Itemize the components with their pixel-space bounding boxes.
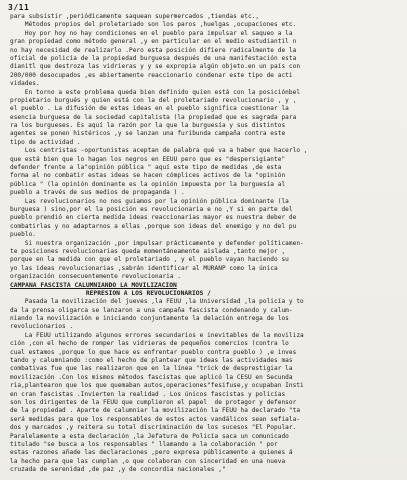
- text-line: Paralelamente a esta declaración ,la Jefatura de Policía saca un comunicado: [10, 432, 289, 440]
- text-line: agentes se ponen histéricos ,y se lanzan una furibunda campaña contra este: [10, 130, 286, 138]
- text-line: 200/000 desocupados ,es abiertamente reaccionario condenar este tipo de acti: [10, 71, 293, 79]
- text-line: Hoy por hoy no hay condiciones en el pueblo para impulsar el saqueo a la: [10, 29, 293, 37]
- text-line: no hay necesidad de realizarlo .Pero esta posición difiere radicalmente de la: [10, 46, 297, 54]
- text-line: forma al no combatir estas ideas se hacen cómplices activos de la "opinión: [10, 172, 286, 180]
- text-line: gran propiedad como método general ,y en particular en el medio estudiantil n: [10, 38, 297, 46]
- text-line: Si nuestra organización ,por impulsar prácticamente y defender políticamen-: [10, 239, 304, 247]
- text-line: dos y marcados ,y reitera su total discriminación de los sucesos "El Popular.: [10, 424, 297, 432]
- text-line: estas razones añade las declaraciones ,pero expresa públicamente a quienes á: [10, 449, 293, 457]
- text-line: Pasada la movilización del jueves ,la FEUU ,la Universidad ,la policía y to: [10, 298, 304, 306]
- text-line: niando la movilización e iniciando conjuntamente la delación entrega de los: [10, 315, 289, 323]
- text-line: da la prensa oligarca se lanzaron a una campaña fascista condenando y calum-: [10, 306, 293, 314]
- text-line: porque en la medida con que el proletariado , y el pueblo vayan haciendo su: [10, 256, 289, 264]
- text-line: te posiciones revolucionarias queda momentáneamente aislada ,tanto mejor ,: [10, 247, 286, 255]
- text-line: el pueblo . La difusión de estas ideas en el pueblo significa cuestionar la: [10, 105, 289, 113]
- text-line: pueblo a través de sus medios de propaganda ) .: [10, 189, 185, 197]
- text-line: ción ,con el hecho de romper las vidrieras de pequeños comercios (contra lo: [10, 340, 289, 348]
- text-line: cual estamos ,porque lo que hace es enfrentar pueblo contra pueblo ) ,e inves: [10, 348, 297, 356]
- text-line: que está bien que lo hagan los negros en EEUU pero que es "despersigiante": [10, 155, 286, 163]
- text-line: vidades.: [10, 80, 40, 88]
- text-line: titulado "se busca a los responsables " llamando a la colaboración " por: [10, 440, 278, 448]
- text-line: oficial de policía de la propiedad burguesa después de una manifestación esta: [10, 54, 297, 62]
- text-line: pueblo prendió en cierta medida ideas reaccionarias mayor es nuestra deber de: [10, 214, 297, 222]
- section-heading: CAMPAÑA FASCISTA CALUMNIANDO LA MOVILIZACION: [10, 281, 177, 289]
- text-line: para subsistir ,periódicamente saquean supermercados ,tiendas etc.,: [10, 13, 260, 20]
- text-line: en cran fascistas .Invierten la realidad . Los únicos fascistas y policías: [10, 390, 286, 398]
- text-line: pública " (la opinión dominante es la opinión impuesta por la burguesía al: [10, 180, 286, 188]
- text-line: tando y calumniando :como el hecho de plantear que ideas las actividades mas: [10, 357, 293, 365]
- document-body: [10, 13, 395, 474]
- text-line: ria,plantearon que los que quemaban autos,operaciones"fesifuse,y ocupaban Insti: [10, 382, 304, 390]
- text-line: yo las ideas revolucionarias ,sabrán identificar al MURANP como la única: [10, 264, 278, 272]
- text-line: cruzada de serenidad ,de paz ,y de concordia nacionales ,": [10, 466, 226, 474]
- text-line: son los dirigentes de la FEUU que cumplieron el papel de protagor y defensor: [10, 398, 297, 406]
- text-line: dianitl que destroza las vidrieras y y se expropia algún objeto.en un país con: [10, 63, 301, 71]
- text-line: Los centristas -oportunistas aceptan de palabra qué va a haber que hacerlo ,: [10, 147, 308, 155]
- text-line: combativas fue que las realizaron que en la línea "trick de desprestigiar la: [10, 365, 293, 373]
- text-line: ra los burgueses. Es aquí la razón por la que la burguesía y sus distintos: [10, 122, 286, 130]
- text-line: será medidas para que los responsables de estos actos vandálicos sean sefiala-: [10, 415, 301, 423]
- text-line: La FEUU utilizando algunos errores secundarios e inevitables de la moviliza: [10, 331, 304, 339]
- text-line: revolucionarios .: [10, 323, 74, 331]
- text-line: En torno a este problema queda bien definido quien está con la posiciónbel: [10, 88, 301, 96]
- text-line: de la propiedad . Aparte de calumniar la movilización la FEUU ha declarado "ta: [10, 407, 301, 415]
- text-line: Métodos propios del proletariado son los paros ,huelgas ,ocupaciones etc.: [10, 21, 297, 29]
- text-line: combatirlas y no adaptarnos a ellas ,porque son ideas del enemigo y no del pu: [10, 222, 297, 230]
- text-line: propietario burgués y quien está con la del proletariado revolucionario , y ,: [10, 96, 297, 104]
- text-line: movilización .Con los mismos métodos fascistas que aplicó la CESU en Secunda: [10, 373, 293, 381]
- text-line: pueblo.: [10, 231, 37, 239]
- section-heading: REPRESIÓN A LOS REVOLUCIONARIOS /: [10, 289, 211, 297]
- page-number: 3/11: [8, 3, 30, 12]
- text-line: tipo de actividad .: [10, 138, 81, 146]
- text-line: defender frente a la"opinión pública " aquí este tipo de medidas ,de esta: [10, 164, 282, 172]
- text-line: Las revolucionarios no nos guiamos por la opinión pública dominante (la: [10, 197, 289, 205]
- text-line: esencia burguesa de la sociedad capitalista (la propiedad que es sagrada para: [10, 113, 297, 121]
- text-line: organización consecuentemente revolucionaria .: [10, 273, 182, 281]
- text-line: burguesa ) sino,por el la posición es revolucionaria e no ,Y si en parte del: [10, 205, 293, 213]
- text-line: la hecho para que las cumplan ,o que colaboran con sinceridad en una nueva: [10, 457, 286, 465]
